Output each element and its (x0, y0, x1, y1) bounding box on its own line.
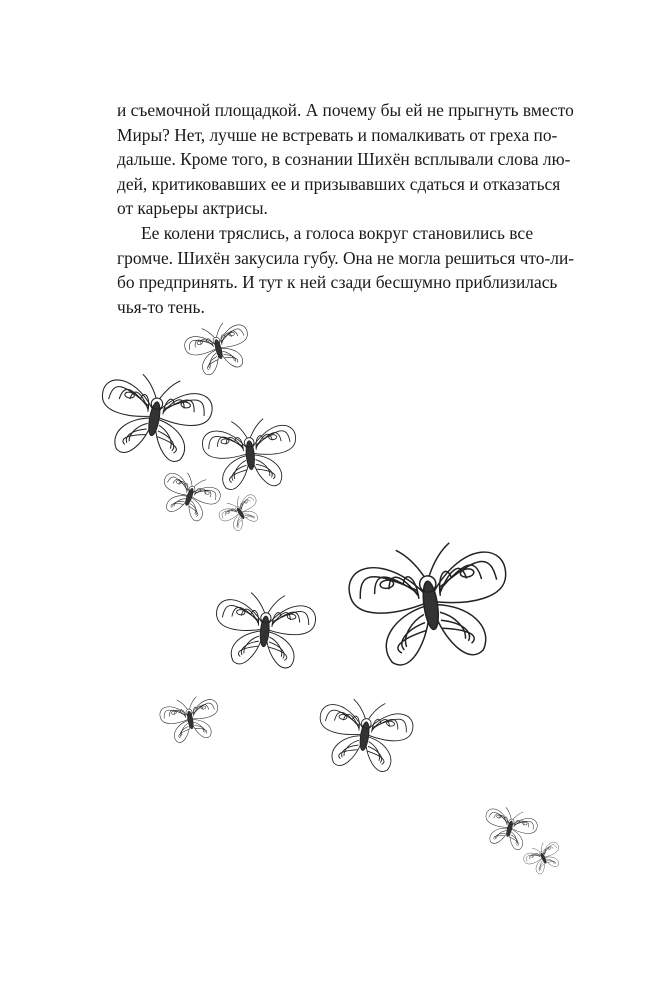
text-line: чья-то тень. (117, 296, 205, 317)
text-line: дей, критиковавших ее и призывавших сдаться и отказаться (117, 173, 561, 194)
moth-icon (155, 466, 224, 526)
moth-icon (158, 693, 223, 745)
text-line: Миры? Нет, лучше не встревать и помалкивать от греха по- (117, 124, 558, 145)
moth-icon (93, 368, 216, 466)
moth-icon (479, 803, 540, 853)
text-line: от карьеры актрисы. (117, 198, 268, 219)
text-line: Ее колени тряслись, а голоса вокруг становились все (141, 222, 534, 243)
moth-icon (212, 590, 317, 670)
text-line: громче. Шихён закусила губу. Она не могла решиться что-ли- (117, 247, 575, 268)
moth-icon (344, 536, 516, 671)
moth-icon (215, 490, 265, 536)
text-line: и съемочной площадкой. А почему бы ей не прыгнуть вместо (117, 100, 574, 120)
moth-icon (314, 695, 416, 775)
text-line: бо предпринять. И тут к ней сзади бесшумно приблизилась (117, 272, 558, 293)
moth-icon (181, 317, 255, 379)
moth-icon (201, 416, 300, 492)
text-line: дальше. Кроме того, в сознании Шихён всплывали слова лю- (117, 149, 571, 170)
moth-icon (521, 838, 566, 878)
